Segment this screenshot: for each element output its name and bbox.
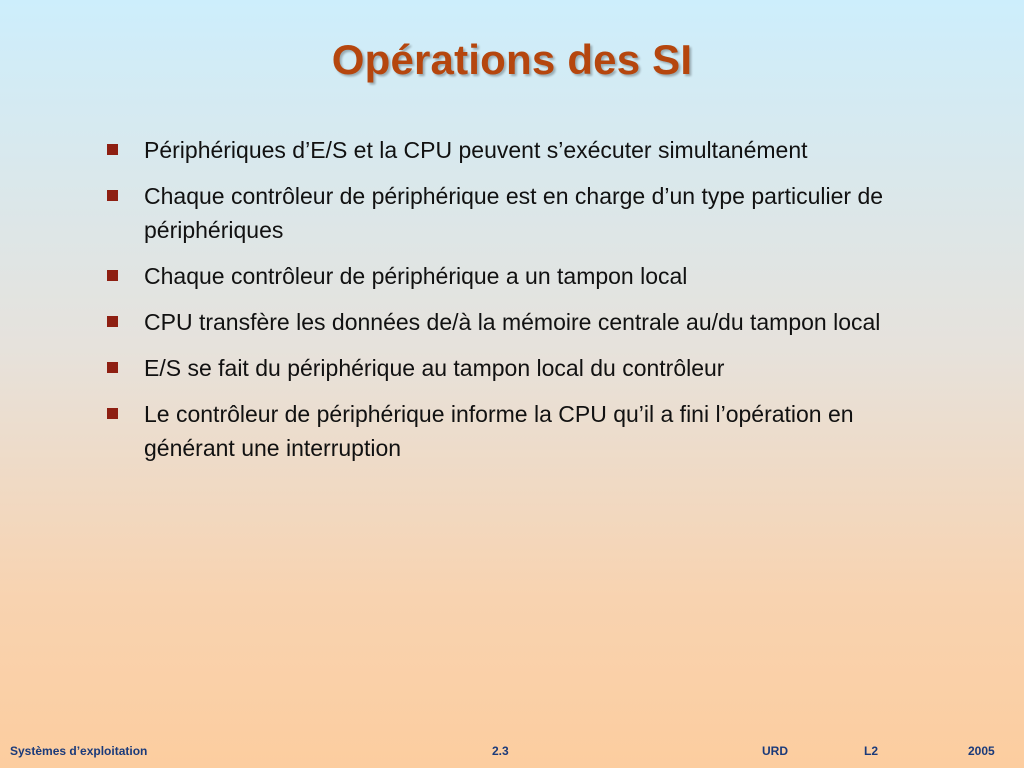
bullet-text: Périphériques d’E/S et la CPU peuvent s’exécuter simultanément [144,137,808,163]
bullet-item [104,179,904,247]
bullet-item [104,305,904,339]
footer-institution: URD [762,744,788,758]
bullet-list [104,133,904,477]
square-bullet-icon [107,316,118,327]
bullet-item [104,259,904,293]
bullet-text: Chaque contrôleur de périphérique est en charge d’un type particulier de périphériques [144,183,884,243]
bullet-text: Le contrôleur de périphérique informe la CPU qu’il a fini l’opération en générant une interruption [144,401,854,461]
footer-page-number: 2.3 [492,744,509,758]
square-bullet-icon [107,270,118,281]
bullet-text: E/S se fait du périphérique au tampon local du contrôleur [144,355,725,381]
square-bullet-icon [107,144,118,155]
square-bullet-icon [107,190,118,201]
bullet-item [104,133,904,167]
square-bullet-icon [107,408,118,419]
footer-level: L2 [864,744,879,758]
square-bullet-icon [107,362,118,373]
footer-course: Systèmes d’exploitation [10,744,148,758]
bullet-item [104,351,904,385]
bullet-item [104,397,904,465]
footer-year: 2005 [968,744,995,758]
slide-title: Opérations des SI [331,36,693,83]
bullet-text: CPU transfère les données de/à la mémoire centrale au/du tampon local [144,309,881,335]
bullet-text: Chaque contrôleur de périphérique a un tampon local [144,263,688,289]
